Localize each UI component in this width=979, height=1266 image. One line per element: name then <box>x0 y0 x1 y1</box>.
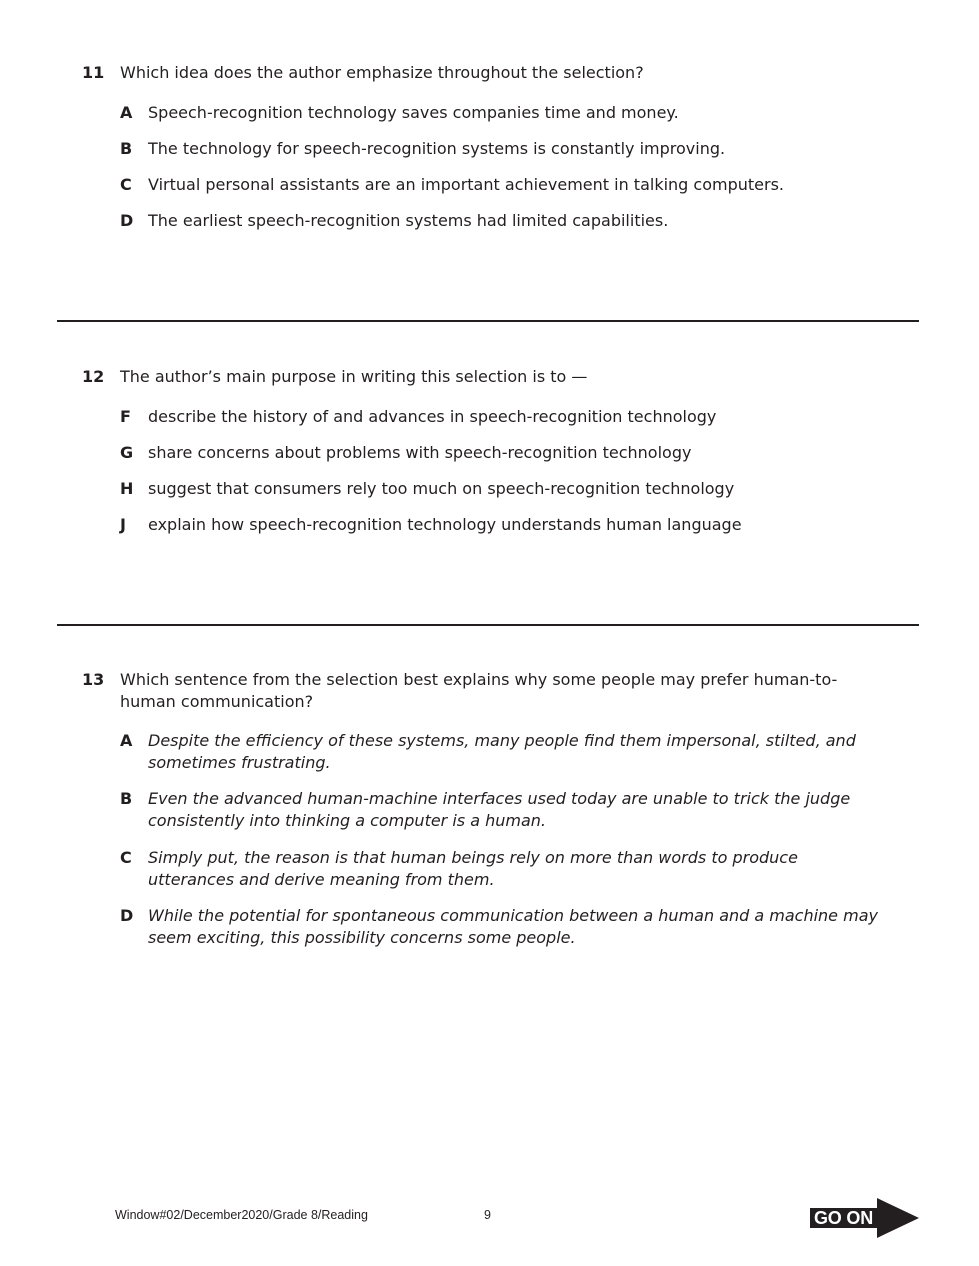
option-letter: G <box>120 443 134 462</box>
section-divider <box>57 624 919 626</box>
go-on-label: GO ON <box>814 1208 874 1228</box>
option-text: Despite the efficiency of these systems, many people find them impersonal, stilted, and sometimes frustrating. <box>148 731 856 772</box>
option-text: The earliest speech-recognition systems had limited capabilities. <box>148 211 669 230</box>
option-letter: A <box>120 731 133 750</box>
answer-option-d[interactable] <box>120 905 890 949</box>
option-letter: F <box>120 407 131 426</box>
answer-option-h[interactable] <box>120 478 890 500</box>
go-on-button[interactable] <box>810 1198 920 1238</box>
option-text: While the potential for spontaneous communication between a human and a machine may seem exciting, this possibility concerns some people. <box>148 906 878 947</box>
answer-option-g[interactable] <box>120 442 890 464</box>
right-arrow-icon <box>877 1198 919 1238</box>
option-letter: C <box>120 848 132 867</box>
question-text: The author’s main purpose in writing this selection is to — <box>120 367 588 386</box>
question-number: 11 <box>82 63 105 82</box>
option-text: Even the advanced human-machine interfaces used today are unable to trick the judge consistently into thinking a computer is a human. <box>148 789 851 830</box>
answer-option-b[interactable] <box>120 788 865 832</box>
question-text: Which idea does the author emphasize throughout the selection? <box>120 63 644 82</box>
answer-option-f[interactable] <box>120 406 890 428</box>
answer-option-j[interactable] <box>120 514 890 536</box>
question-number: 12 <box>82 367 105 386</box>
option-letter: B <box>120 789 133 808</box>
option-text: Virtual personal assistants are an important achievement in talking computers. <box>148 175 784 194</box>
question-number: 13 <box>82 670 105 689</box>
test-identifier: Window#02/December2020/Grade 8/Reading <box>115 1208 368 1222</box>
answer-option-a[interactable] <box>120 102 890 124</box>
option-letter: A <box>120 103 133 122</box>
answer-option-b[interactable] <box>120 138 890 160</box>
option-letter: C <box>120 175 132 194</box>
option-text: describe the history of and advances in speech-recognition technology <box>148 407 717 426</box>
option-text: Speech-recognition technology saves companies time and money. <box>148 103 679 122</box>
option-letter: B <box>120 139 133 158</box>
section-divider <box>57 320 919 322</box>
answer-option-a[interactable] <box>120 730 865 774</box>
question-text: Which sentence from the selection best explains why some people may prefer human-to-human communication? <box>120 670 838 711</box>
option-letter: J <box>120 515 126 534</box>
option-text: Simply put, the reason is that human beings rely on more than words to produce utterances and derive meaning from them. <box>148 848 798 889</box>
option-letter: H <box>120 479 134 498</box>
option-text: explain how speech-recognition technology understands human language <box>148 515 742 534</box>
option-text: The technology for speech-recognition systems is constantly improving. <box>148 139 726 158</box>
page-number: 9 <box>484 1208 491 1222</box>
answer-option-c[interactable] <box>120 174 890 196</box>
option-text: share concerns about problems with speech-recognition technology <box>148 443 692 462</box>
answer-option-d[interactable] <box>120 210 890 232</box>
answer-option-c[interactable] <box>120 847 820 891</box>
option-letter: D <box>120 906 134 925</box>
question-stem <box>82 669 852 713</box>
option-letter: D <box>120 211 134 230</box>
option-text: suggest that consumers rely too much on speech-recognition technology <box>148 479 735 498</box>
question-stem <box>82 366 882 388</box>
question-stem <box>82 62 882 84</box>
